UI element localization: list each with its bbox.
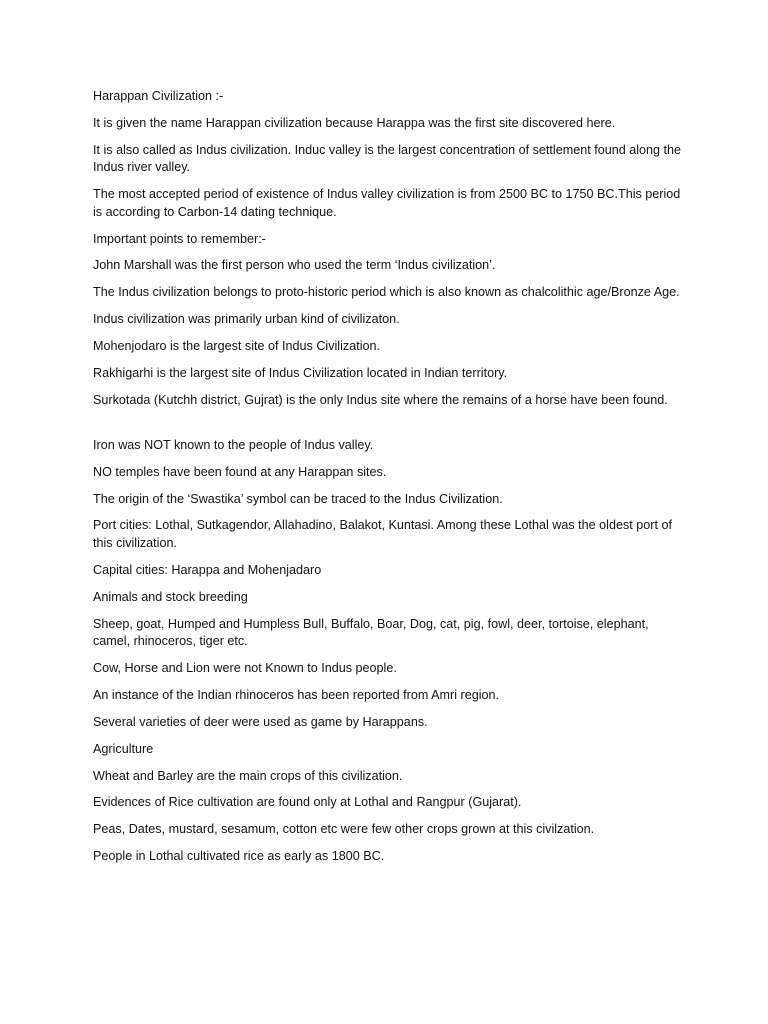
paragraph: Surkotada (Kutchh district, Gujrat) is the only Indus site where the remains of a horse have been found. xyxy=(93,392,668,407)
paragraph: Peas, Dates, mustard, sesamum, cotton etc were few other crops grown at this civilzation. xyxy=(93,822,595,837)
paragraph: Capital cities: Harappa and Mohenjadaro xyxy=(93,562,322,577)
paragraph: People in Lothal cultivated rice as early as 1800 BC. xyxy=(93,849,385,864)
section-heading: Agriculture xyxy=(93,741,154,756)
paragraph: It is also called as Indus civilization. Induc valley is the largest concentration of settlement found along the Indus river valley. xyxy=(93,142,682,175)
paragraph: The origin of the ‘Swastika’ symbol can be traced to the Indus Civilization. xyxy=(93,491,503,506)
section-heading: Important points to remember:- xyxy=(93,231,266,246)
paragraph: Evidences of Rice cultivation are found only at Lothal and Rangpur (Gujarat). xyxy=(93,795,522,810)
paragraph: Sheep, goat, Humped and Humpless Bull, Buffalo, Boar, Dog, cat, pig, fowl, deer, tortoise, elephant, camel, rhinoceros, tiger etc. xyxy=(93,616,649,649)
paragraph: An instance of the Indian rhinoceros has been reported from Amri region. xyxy=(93,687,500,702)
section-heading: Animals and stock breeding xyxy=(93,589,248,604)
blank-line xyxy=(93,419,683,437)
paragraph: NO temples have been found at any Harappan sites. xyxy=(93,464,387,479)
document-title: Harappan Civilization :- xyxy=(93,89,224,103)
paragraph: Rakhigarhi is the largest site of Indus Civilization located in Indian territory. xyxy=(93,366,508,381)
paragraph: John Marshall was the first person who used the term ‘Indus civilization’. xyxy=(93,258,496,273)
paragraph: Port cities: Lothal, Sutkagendor, Allahadino, Balakot, Kuntasi. Among these Lothal was the oldest port of this civilization. xyxy=(93,518,672,550)
paragraph: It is given the name Harappan civilization because Harappa was the first site discovered here. xyxy=(93,115,616,130)
paragraph: Mohenjodaro is the largest site of Indus Civilization. xyxy=(93,339,381,354)
paragraph: Wheat and Barley are the main crops of this civilization. xyxy=(93,768,403,783)
paragraph: Iron was NOT known to the people of Indus valley. xyxy=(93,437,374,452)
paragraph: The Indus civilization belongs to proto-historic period which is also known as chalcolithic age/Bronze Age. xyxy=(93,285,680,300)
paragraph: Cow, Horse and Lion were not Known to Indus people. xyxy=(93,661,397,676)
paragraph: Several varieties of deer were used as game by Harappans. xyxy=(93,714,428,729)
paragraph: Indus civilization was primarily urban kind of civilizaton. xyxy=(93,312,400,327)
document-body xyxy=(93,88,683,875)
paragraph: The most accepted period of existence of Indus valley civilization is from 2500 BC to 1750 BC.This period is according to Carbon-14 dating technique. xyxy=(93,187,681,219)
